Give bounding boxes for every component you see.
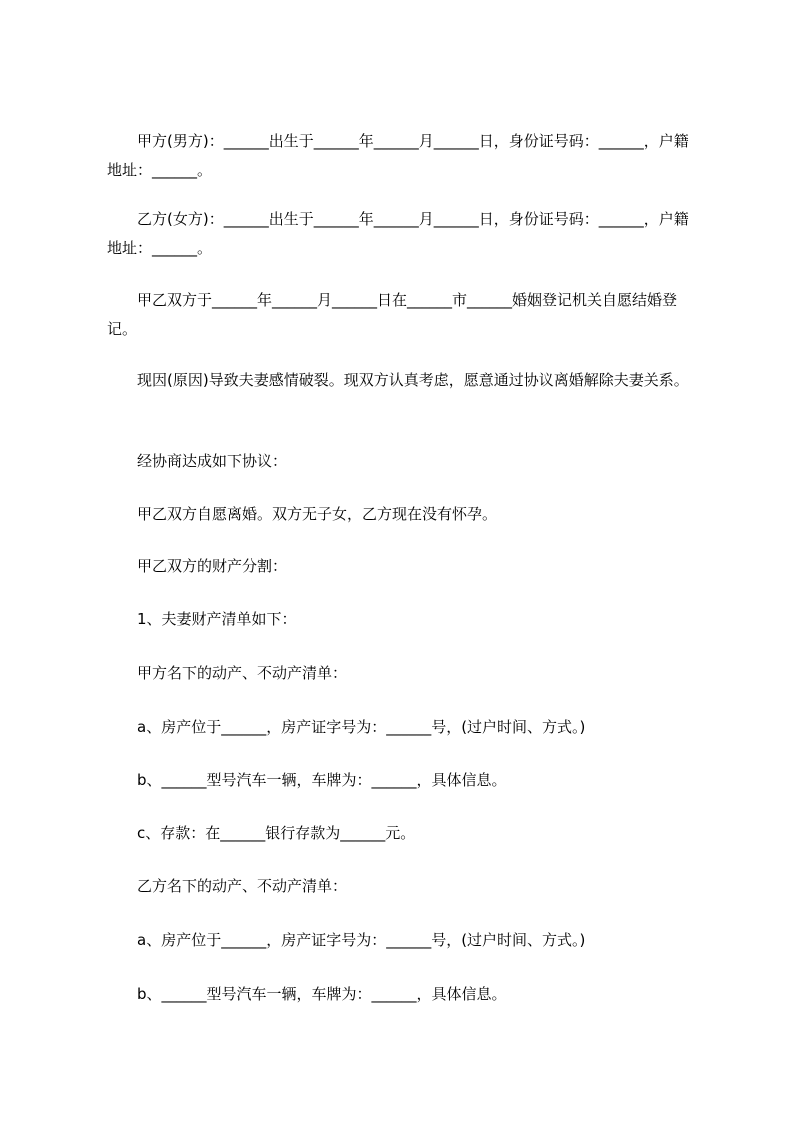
- paragraph-party-b: 乙方(女方)：______出生于______年______月______日，身份证号码：______，户籍地址：______。: [107, 210, 689, 257]
- paragraph-party-a-deposit: c、存款：在______银行存款为______元。: [137, 824, 416, 842]
- paragraph-party-a-house: a、房产位于______，房产证字号为：______号，(过户时间、方式。): [137, 718, 586, 736]
- paragraph-party-b-car: b、______型号汽车一辆，车牌为：______，具体信息。: [137, 985, 507, 1003]
- paragraph-party-a-assets-heading: 甲方名下的动产、不动产清单：: [137, 664, 348, 682]
- paragraph-marriage-registration: 甲乙双方于______年______月______日在______市______婚姻登记机关自愿结婚登记。: [107, 291, 678, 338]
- paragraph-property-list-heading: 1、夫妻财产清单如下：: [137, 610, 297, 628]
- paragraph-party-b-house: a、房产位于______，房产证字号为：______号，(过户时间、方式。): [137, 931, 586, 949]
- paragraph-divorce-reason: 现因(原因)导致夫妻感情破裂。现双方认真考虑，愿意通过协议离婚解除夫妻关系。: [137, 371, 689, 389]
- paragraph-party-b-assets-heading: 乙方名下的动产、不动产清单：: [137, 877, 348, 895]
- paragraph-voluntary-divorce: 甲乙双方自愿离婚。双方无子女，乙方现在没有怀孕。: [137, 505, 498, 523]
- paragraph-agreement-intro: 经协商达成如下协议：: [137, 452, 288, 470]
- paragraph-property-division: 甲乙双方的财产分割：: [137, 557, 288, 575]
- paragraph-party-a: 甲方(男方)：______出生于______年______月______日，身份证号码：______，户籍地址：______。: [107, 132, 689, 179]
- paragraph-party-a-car: b、______型号汽车一辆，车牌为：______，具体信息。: [137, 771, 507, 789]
